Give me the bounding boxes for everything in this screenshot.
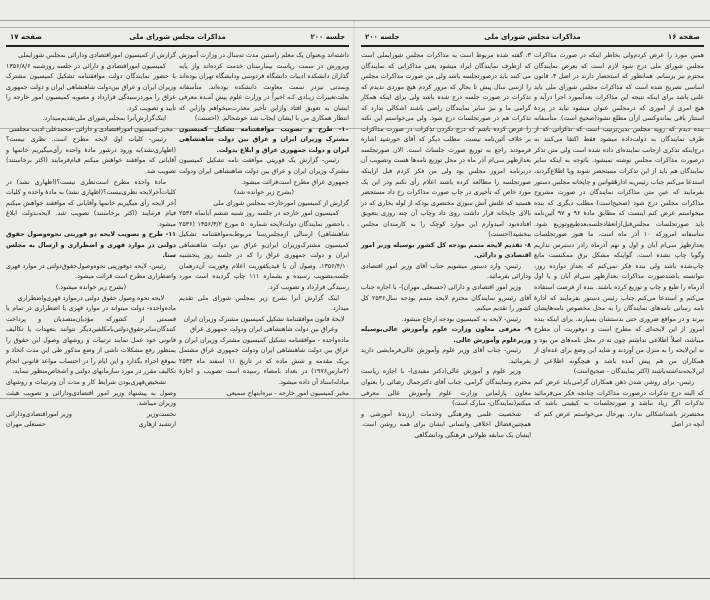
paragraph: اینک‌گزارش‌آنرا بمجلس‌شورای ملی‌تقدیم‌میدارد. (42, 115, 166, 123)
report-title: گزارش از کمیسیون اموراقتصادی ودارائی بمجلس شورایملی (18, 52, 176, 59)
column-right (534, 51, 704, 431)
rapporteur: مخبر کمیسیون امور خارجه - نیره‌ابتهاج سمیعی (226, 389, 349, 397)
session-number: جلسه ۲۰۰ (365, 33, 400, 41)
paragraph: اینک گزارش آنرا بشرح زیر بمجلس شورای ملی تقدیم میدارد. (179, 294, 349, 313)
paragraph: رئیس- برای روشن شدن ذهن همکاران گرامی‌باید عرض کنم که البته درج تذکرات درصورت مذاکرات چنانچه فکر می‌فرمائید تذکرات اگر زیاد نباشد و صورتجلسات به کیفیتی باشد که مختصرتر باشداشکالی ندارد. بهرحال می‌خواستم عرض کنم که آنچه در اصل (534, 378, 704, 429)
note: (بشرح زیر خوانده میشود.) (55, 284, 127, 292)
signature-role: وزیر اموراقتصادی‌ودارائی (6, 410, 72, 418)
column-left (361, 51, 531, 441)
single-article: ماده‌واحده - موافقتنامه تشکیل کمیسیون مشترک وزیران ایران و عراق بین دولت شاهنشاهی ایران ودولت جمهوری عراق مشتمل بریک مقدمه و شش ماده که در تاریخ ۱۱ اسفند ماه ۲۵۳۴ (۲مارس۱۹۷۶) در بغداد بامضاء رسیده است تصویب و اجازهٔ مبادله‌اسناد آن داده میشود. (179, 336, 349, 386)
paragraph: وزیر علوم و آموزش عالی(دکتر مفیدی)- با اجازه ریاست محترم ونمایندگان گرامی، جناب آقای دکترجمال رضائی را بعنوان معاون پارلمانی وزارت علوم وآموزش عالی معرفی میکنم(نمایندگان- مبارک است) (361, 368, 531, 408)
rapporteur: مخبر کمیسیون اموراقتصادی و دارائی -محمدعلی ادیب مجلسی (9, 125, 173, 133)
paragraph: همین مورد را عرض کردم‌ولی بخاطر اینکه در صورت مذاکرات مجلس شورای ملی درج شود لازم است که بعرض نمایندگان محترم نیز برسانم. همانطور که استحضار دارند در اصل ۳، قانون اساسی تصریح شده است که مذاکرات مجلس شورای ملی باید علنی باشد برای اینکه نتیجه این مذاکرات بعدآبمورد اجرا درآید و هیچ امری از اموری که درمجلس عنوان میشود نباید در پردهٔ استتار باقی بماندوکسی ازآن مطلع نشود(صحیح است). متأسفانه بنده دیدم که رویه مجلس بدین‌ترتیب است که تذکراتی که از طرف نمایندگان به دولت‌داده میشود فقط اکتفا می‌کنند به درج‌اینکه تذکری ازجانب نماینده‌ای داده شده است ولی متن تذکر درصورت مذاکرات مجلس نوشته نمیشود. باتوجه به اینکه سایر نمایندگان هم باید از این تذکرات مستحضر شوند ویا اطلاع‌گردند، استدعا می‌کنم جناب رئیس‌به ادارهٔقوانین و چاپخانه مجلس دستور بفرمایند که عین متن مذاکرات نمایندگان در صورت مشروح مذاکرات مجلس درج شود (صحیح‌است) مطلب دیگری که بنده میخواستم عرض کنم اینست که مطابق مادهٔ ۹۶ و ۹۷ آئین‌نامه باید صورتجلسات مجلس‌قبل‌ازانعقادجلسه‌بعدطبع‌وتوزیع شود. متأسفانه امروزکه ۱۰ آذر ماه است، ما هنوز صورتجلسات بعدازظهر سی‌ام آبان و اول و نهم آذرماه رادر دسترس نداریم وگویا چاپ نشده است. گواینکه مشکل برق ممکنست مانع چاپ‌شده باشد ولی بنده فکر نمی‌کنم که بعداز دوازده روز، نتوانسته باشندصورت مذاکرات بعدازظهر سی‌ام آبان و یا اول آذرماه را طبع و چاپ و توزیع کرده باشند. بنده از فرصت استفاده می‌کنم و استدعا می‌کنم جناب رئیس دستور بفرمایند که ادارهٔ نامه رسانی نامه‌های نمایندگان را به محل مخصوص نامه‌هایشان ببرند و در مواقع ضروری حتی بدستشان بسپارند. برای اینکه بنده امروز از این لایحه‌ای که مطرح است و دوفوریت آن مطرح میباشد، اصلاً اطلاعی نداشتم چون نه در محل نامه‌های من بود و نه این‌لایحه را به منزل من آوردند و شاید این وضع برای عده‌ای از همکاران من هم پیش آمده باشد و هیچگونه اطلاعی از این‌لایحه‌نداشته‌باشند (اکثر نمایندگان - صحیح‌است) (534, 52, 704, 376)
section-heading: ۸- تقدیم لایحه متمم بودجه کل کشور بوسیله وزیر امور اقتصادی و دارائی. (361, 241, 531, 260)
paragraph: رئیس- لایحه به کمیسیون بودجه ارجاع میشود. (401, 315, 521, 323)
section-heading: ۹- معرفی معاون وزارت علوم وآموزش عالی‌بوسیله وزیرعلوم وآموزش عالی. (361, 326, 531, 344)
paragraph: رئیس- جناب آقای وزیر علوم وآموزش عالی‌فرمایشی دارید بفرمائید. (361, 347, 531, 365)
signature-names (6, 420, 176, 431)
single-article: ماده‌واحده- دولت میتواند در موارد قهری یا اضطراری در تمام یا قسمتی از کشورکه مؤدیان‌متصدیان و پرداخت کنندگان‌سایرحقوق‌دولتی‌بامکلفین‌دیگر نتوانند بتعهدات یا تکالیف قانونی خود عمل نمایند ترتیبات و روشهای وصول این حقوق را بمنظور رفع مشکلات ناشی از وضع مذکور طی این مدت اتخاذ و بموقع اجراء بگذارد و این ایام را در احتساب مواعد قانونی انجام تکالیف مقرر در مورد سازمانهای دولتی و اشخاص‌منظور ننماید. (6, 305, 176, 376)
paragraph: تشخیص‌قهری‌بودن شرایط کار و مدت آن وترتیبات و روشهای وصول به پیشنهاد وزیر امور اقتصادی‌ودارائی و تصویب هیئت وزیران میباشد. (6, 378, 176, 408)
signature-roles (6, 410, 176, 421)
page-number: صفحه ۱۶ (667, 33, 700, 41)
column-right (179, 51, 349, 399)
bill-title: لایحه نحوه وصول حقوق دولتی درموارد قهری‌واضطراری (17, 294, 165, 302)
header-title: مذاکرات مجلس شورای ملی (129, 33, 226, 41)
paragraph: ۳، گفته شده مربوط است به مذاکرات مجلس شورایملی است که ازطرف نمایندگان ایراد میشود یعنی مذاکراتی که نمایندگان می کنند باید درصورتجلسه باشد ولی من صورت مذاکرات مجلس را ازسی سال پیش تا بحال که مرور کردم هیچ موردی ندیدم که تذکرات در صورت جلسه درج شده باشد ولی برای اینکه همکار گرامی ما و نیز سایر نمایندگان راضی باشند اشکالی ندارد که تذکرات هم در صورتجلسات درج شود. ولی می‌خواستم این نکته را عرض کرده باشم که درج نکردن تذکرات در صورت مذاکرات بر خلاف آئین‌نامه نیست. مطلب دیگر که آقای خورشید اشاره فرمودند راجع به توزیع صورت جلسات است. الان صورتجلسه بعدازظهر سی‌ام آذر ماه در محل توزیع نامه‌ها هست وتصویب آن دربرنامه امروز مجلس بود ولی من فکر کردم قبل ازاینکه صورتجلسه را مطالعه کرده باشند اعلام رأی نکنم ودر این یک مورد خاص که تأخیری در چاپ صورت مذاکرات رخ داد مستحضر هستید که علتش آتش سوزی مختصری بودکه از لوله بخاری که در بالای چاپخانه قرار داشت روی داد وچاپ آن چند روزی بتعویق افتاده‌بود امیدوارم این موارد کوچک را به کارمندان مجلس ببخشید(احسنت) (361, 52, 531, 239)
paragraph: رئیس- لایحه دوفوریتی نحوه‌وصول‌حقوق‌دولتی در موارد قهری واضطراری مطرح است قرائت میشود. (6, 262, 176, 281)
section-heading: ۱۰- طرح و تصویب موافقتنامه تشکیل کمیسیون مشترک وزیران ایران و عراق بین دولت شاهنشاهی ایران و دولت جمهوری عراق و ابلاغ بدولت. (179, 125, 349, 154)
paragraph: شخصیت علمی وفرهنگی وخدمات ارزندهٔ آموزشی و همچنین‌فضائل اخلاقی وانسانی ایشان برای همه روشن است. ایشان یک سابقه طولانی فرهنگی ودانشگاهی (361, 410, 531, 439)
paragraph: کمیسیون اموراقتصادی و دارائی در جلسه روزشنبه ۱۳۵۶/۸/۶ با حضور نمایندگان دولت موافقتنامه تشکیل کمیسیون مشترک وزیران ایران و عراق بین‌دولت شاهنشاهی ایران و دولت جمهوری عراق را موردرسیدگی قرارداد و مصوبه کمیسیون امور خارجه را تأیید و تصویب کرد. (6, 62, 176, 112)
paragraph: رئیس- کلیات اول لایحه مطرح است. نظری نیست؟ (اظهاری‌نشد)به ورود درشور مادهٔ واحده رأی‌میگیریم خانمها و آقایانی که موافقند خواهش میکنم قیام‌فرمایند (اکثر برخاستند) تصویب شد. (6, 136, 176, 176)
paragraph: رئیس- گزارش یک فوریتی موافقت نامه تشکیل کمیسیون مشترک وزیران ایران و عراق بین دولت شاهنشاهی ایران ودولت جمهوری عراق مطرح است‌قرائت میشود. (179, 157, 349, 186)
column-left (6, 51, 176, 431)
signature-name: ارتشبد ازهاری (138, 421, 176, 429)
paragraph: کمیسیون امور خارجه در جلسه روز شنبه ششم آبانماه ۲۵۳۶ ، باحضور نمایندگان دولت‌لایحه شماره ۵۰ مورخ ۱۳۵۶/۳/۲ (۲۵۳۶ شاهنشاهی) ارسالی ازمجلس‌سنا مربوط‌به‌موافقتنامه تشکیل کمیسیون مشترک‌وزیران ایران‌و عراق بین دولت شاهنشاهی ایران و دولت جمهوری عراق را که در جلسه روز پنجشنبه ۱۳۵۶/۴/۱۰، وصول آن با قیدیکفوریت اعلام وفوریت آن‌درهمان جلسه‌بتصویب رسیده و بشماره ۱۱۱ چاپ گردیده است مورد رسیدگی قرارداد و تصویب کرد. (179, 210, 349, 292)
page-header (361, 33, 704, 47)
paragraph: داشته‌اند وبعنوان یک معلم راستین مدت ته‌سال در وزارت آموزش وپرورش در سمت ریاست بیمارستان خدمت کرده‌اند واز پایه گذاران دانشکده ادبیات دانشگاه فردوسی ودانشگاه تهران بوده‌اند وبمدتی نیزدر سمت معاونت دانشکده بوده‌اند. متأسفانه بعلت‌تغییرات زیـادی کـه اخیراً در وزارت علوم پیش آمـده معرفی ایشان به تعویق افتاد وازاین تأخیر معذرت‌میخواهم وازاین که انتظار همکاری من با ایشان ایجاب شد خوشحالم. (احسنت) (179, 52, 349, 123)
signature-role: نخست‌وزیر (147, 410, 176, 418)
signature-name: حسنعلی مهران (6, 421, 46, 429)
section-heading: ۱۱- طرح و تصویب لایحه دو فوریتی نحوه‌وصول حقوق دولتی در موارد قهری و اضطراری و ارسال به مجلس سنا. (6, 231, 176, 260)
page-number: صفحه ۱۷ (10, 33, 43, 41)
header-title: مذاکرات مجلس شورای ملی (484, 33, 581, 41)
bottom-rule (0, 578, 710, 579)
page-header (6, 33, 349, 47)
scan-artifact-line (0, 128, 710, 129)
note: (بشرح زیر خوانده شد) (234, 189, 294, 197)
paragraph: رئیس- وارد دستور میشویم جناب آقای وزیر امور اقتصادی ودارائی بفرمائید. (361, 262, 531, 281)
session-number: جلسه ۲۰۰ (310, 33, 345, 41)
scan-artifact-line (0, 398, 710, 399)
report-title: گزارش از کمیسیون امورخارجه بمجلس شورای ملی (213, 199, 349, 207)
bill-title: لایحهٔ قانون موافقتنامهٔ تشکیل کمیسیون مشترک وزیران ایران وعراق بین دولت شاهنشاهی ایران ودولت جمهوری عراق (183, 315, 345, 334)
paragraph: وزیر امور اقتصادی و دارائی (حسنعلی مهران)- با اجازه جناب آقای رئیس‌و نمایندگان محترم لایحه متمم بودجه سال۲۵۳۶ کل کشور را تقدیم میکنم. (361, 284, 531, 313)
page-right (355, 0, 710, 600)
paragraph: مادهٔ واحده مطرح است‌نظری نیست؟(اظهاری نشد) در کلیات‌آخرلایحه نظری‌نیست؟(اظهاری نشد) به مادهٔ واحده و کلیات آخر لایحه رأی میگیریم خانمها وآقایانی که موافقند خواهش میکنم قیام فرمایند (اکثر برخاستند) تصویب شد. لایحه‌بدولت ابلاغ میشود. (6, 178, 176, 228)
